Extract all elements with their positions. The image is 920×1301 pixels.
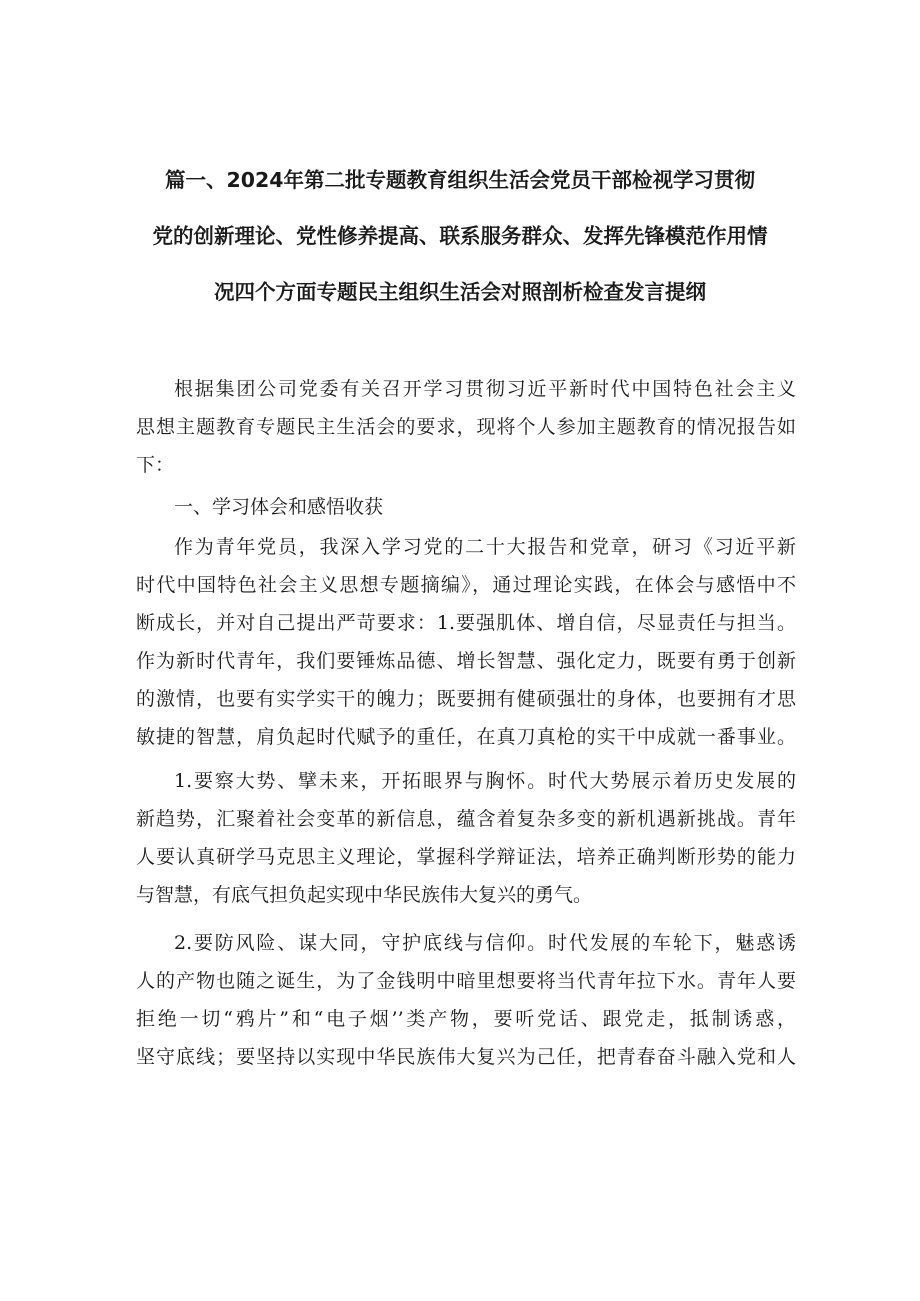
text-line: 的激情，也要有实学实干的魄力；既要拥有健硕强壮的身体，也要拥有才思 <box>136 688 796 710</box>
title-line: 党的创新理论、党性修养提高、联系服务群众、发挥先锋模范作用情 <box>152 224 768 248</box>
paragraph-point-1 <box>136 762 796 914</box>
title-line: 况四个方面专题民主组织生活会对照剖析检查发言提纲 <box>214 280 706 304</box>
text-line: 思想主题教育专题民主生活会的要求，现将个人参加主题教育的情况报告如 <box>136 416 796 438</box>
text-line: 根据集团公司党委有关召开学习贯彻习近平新时代中国特色社会主义 <box>174 378 796 400</box>
text-line: 敏捷的智慧，肩负起时代赋予的重任，在真刀真枪的实干中成就一番事业。 <box>136 726 796 748</box>
text-line: 与智慧，有底气担负起实现中华民族伟大复兴的勇气。 <box>136 884 593 906</box>
text-line: 1.要察大势、擘未来，开拓眼界与胸怀。时代大势展示着历史发展的 <box>174 770 796 792</box>
text-line: 坚守底线；要坚持以实现中华民族伟大复兴为己任，把青春奋斗融入党和人 <box>136 1046 796 1068</box>
title-line: 篇一、2024年第二批专题教育组织生活会党员干部检视学习贯彻 <box>164 168 756 192</box>
document-title <box>130 152 790 320</box>
paragraph-study <box>136 528 796 756</box>
text-line: 拒绝一切“鸦片”和“电子烟’’类产物，要听党话、跟党走，抵制诱惑， <box>136 1008 796 1030</box>
text-line: 下： <box>136 454 175 476</box>
text-line: 人的产物也随之诞生，为了金钱明中暗里想要将当代青年拉下水。青年人要 <box>136 970 796 992</box>
text-line: 时代中国特色社会主义思想专题摘编》，通过理论实践，在体会与感悟中不 <box>136 574 796 596</box>
text-line: 作为青年党员，我深入学习党的二十大报告和党章，研习《习近平新 <box>174 536 796 558</box>
text-line: 人要认真研学马克思主义理论，掌握科学辩证法，培养正确判断形势的能力 <box>136 846 796 868</box>
paragraph-point-2 <box>136 924 796 1076</box>
text-line: 2.要防风险、谋大同，守护底线与信仰。时代发展的车轮下，魅惑诱 <box>174 932 796 954</box>
text-line: 新趋势，汇聚着社会变革的新信息，蕴含着复杂多变的新机遇新挑战。青年 <box>136 808 796 830</box>
text-line: 断成长，并对自己提出严苛要求：1.要强肌体、增自信，尽显责任与担当。 <box>136 612 796 634</box>
document-body <box>136 370 796 1076</box>
section-heading: 一、学习体会和感悟收获 <box>174 496 384 518</box>
text-line: 作为新时代青年，我们要锤炼品德、增长智慧、强化定力，既要有勇于创新 <box>136 650 796 672</box>
intro-paragraph <box>136 370 796 484</box>
